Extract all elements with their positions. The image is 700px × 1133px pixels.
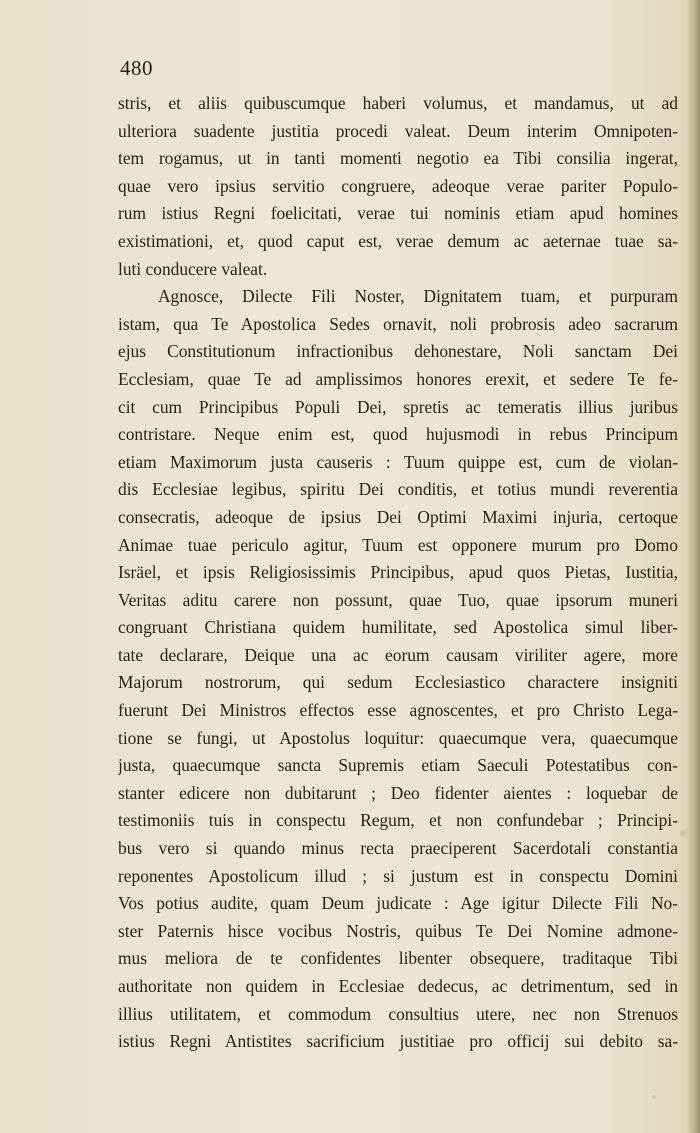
- page-edge-shadow: [686, 0, 700, 1133]
- text-line: ster Paternis hisce vocibus Nostris, quibus Te Dei Nomine admone-: [118, 920, 678, 941]
- text-line: stris, et aliis quibuscumque haberi volumus, et mandamus, ut ad: [118, 93, 678, 113]
- text-line: cit cum Principibus Populi Dei, spretis ac temeratis illius juribus: [118, 396, 678, 417]
- text-line: illius utilitatem, et commodum consultius utere, nec non Strenuos: [118, 1003, 678, 1024]
- text-line: mus meliora de te confidentes libenter obsequere, traditaque Tibi: [118, 948, 678, 969]
- text-line: luti conducere valeat.: [118, 258, 268, 279]
- text-line: ejus Constitutionum infractionibus dehonestare, Noli sanctam Dei: [118, 341, 678, 362]
- page-number: 480: [120, 56, 153, 80]
- text-line: istam, qua Te Apostolica Sedes ornavit, noli probrosis adeo sacrarum: [118, 313, 678, 334]
- paper-fleck: [680, 830, 686, 836]
- text-line: Majorum nostrorum, qui sedum Ecclesiastico charactere insigniti: [118, 672, 678, 693]
- text-line: Animae tuae periculo agitur, Tuum est opponere murum pro Domo: [118, 534, 678, 555]
- text-line: ulteriora suadente justitia procedi valeat. Deum interim Omnipoten-: [118, 120, 678, 141]
- body-text: [118, 90, 678, 1056]
- paper-fleck: [652, 1095, 656, 1099]
- text-line: Ecclesiam, quae Te ad amplissimos honores erexit, et sedere Te fe-: [118, 368, 678, 389]
- text-line: consecratis, adeoque de ipsius Dei Optimi Maximi injuria, certoque: [118, 506, 678, 527]
- text-line: etiam Maximorum justa causeris : Tuum quippe est, cum de violan-: [118, 451, 678, 472]
- text-line: dis Ecclesiae legibus, spiritu Dei conditis, et totius mundi reverentia: [118, 479, 678, 500]
- text-line: tione se fungi, ut Apostolus loquitur: quaecumque vera, quaecumque: [118, 727, 678, 748]
- text-line: testimoniis tuis in conspectu Regum, et non confundebar ; Principi-: [118, 810, 678, 831]
- text-line: istius Regni Antistites sacrificium justitiae pro officij sui debito sa-: [118, 1031, 678, 1052]
- text-line: bus vero si quando minus recta praeciperent Sacerdotali constantia: [118, 838, 678, 859]
- text-line: congruant Christiana quidem humilitate, sed Apostolica simul liber-: [118, 617, 678, 638]
- text-line: justa, quaecumque sancta Supremis etiam Saeculi Potestatibus con-: [118, 755, 678, 776]
- paragraph-start-line: Agnosce, Dilecte Fili Noster, Dignitatem tuam, et purpuram: [158, 286, 678, 307]
- text-line: fuerunt Dei Ministros effectos esse agnoscentes, et pro Christo Lega-: [118, 700, 678, 721]
- text-line: reponentes Apostolicum illud ; si justum est in conspectu Domini: [118, 865, 678, 886]
- text-line: tem rogamus, ut in tanti momenti negotio ea Tibi consilia ingerat,: [118, 148, 678, 169]
- text-line: Isräel, et ipsis Religiosissimis Principibus, apud quos Pietas, Iustitia,: [118, 562, 678, 583]
- text-line: existimationi, et, quod caput est, verae demum ac aeternae tuae sa-: [118, 230, 678, 251]
- text-line: rum istius Regni foelicitati, verae tui nominis etiam apud homines: [118, 203, 678, 224]
- text-line: stanter edicere non dubitarunt ; Deo fidenter aientes : loquebar de: [118, 782, 678, 803]
- text-line: quae vero ipsius servitio congruere, adeoque verae pariter Populo-: [118, 175, 678, 196]
- text-line: contristare. Neque enim est, quod hujusmodi in rebus Principum: [118, 424, 678, 445]
- text-line: Veritas aditu carere non possunt, quae Tuo, quae ipsorum muneri: [118, 589, 678, 610]
- text-line: tate declarare, Deique una ac eorum causam viriliter agere, more: [118, 644, 678, 665]
- text-line: Vos potius audite, quam Deum judicate : Age igitur Dilecte Fili No-: [118, 893, 678, 914]
- text-line: authoritate non quidem in Ecclesiae dedecus, ac detrimentum, sed in: [118, 976, 678, 996]
